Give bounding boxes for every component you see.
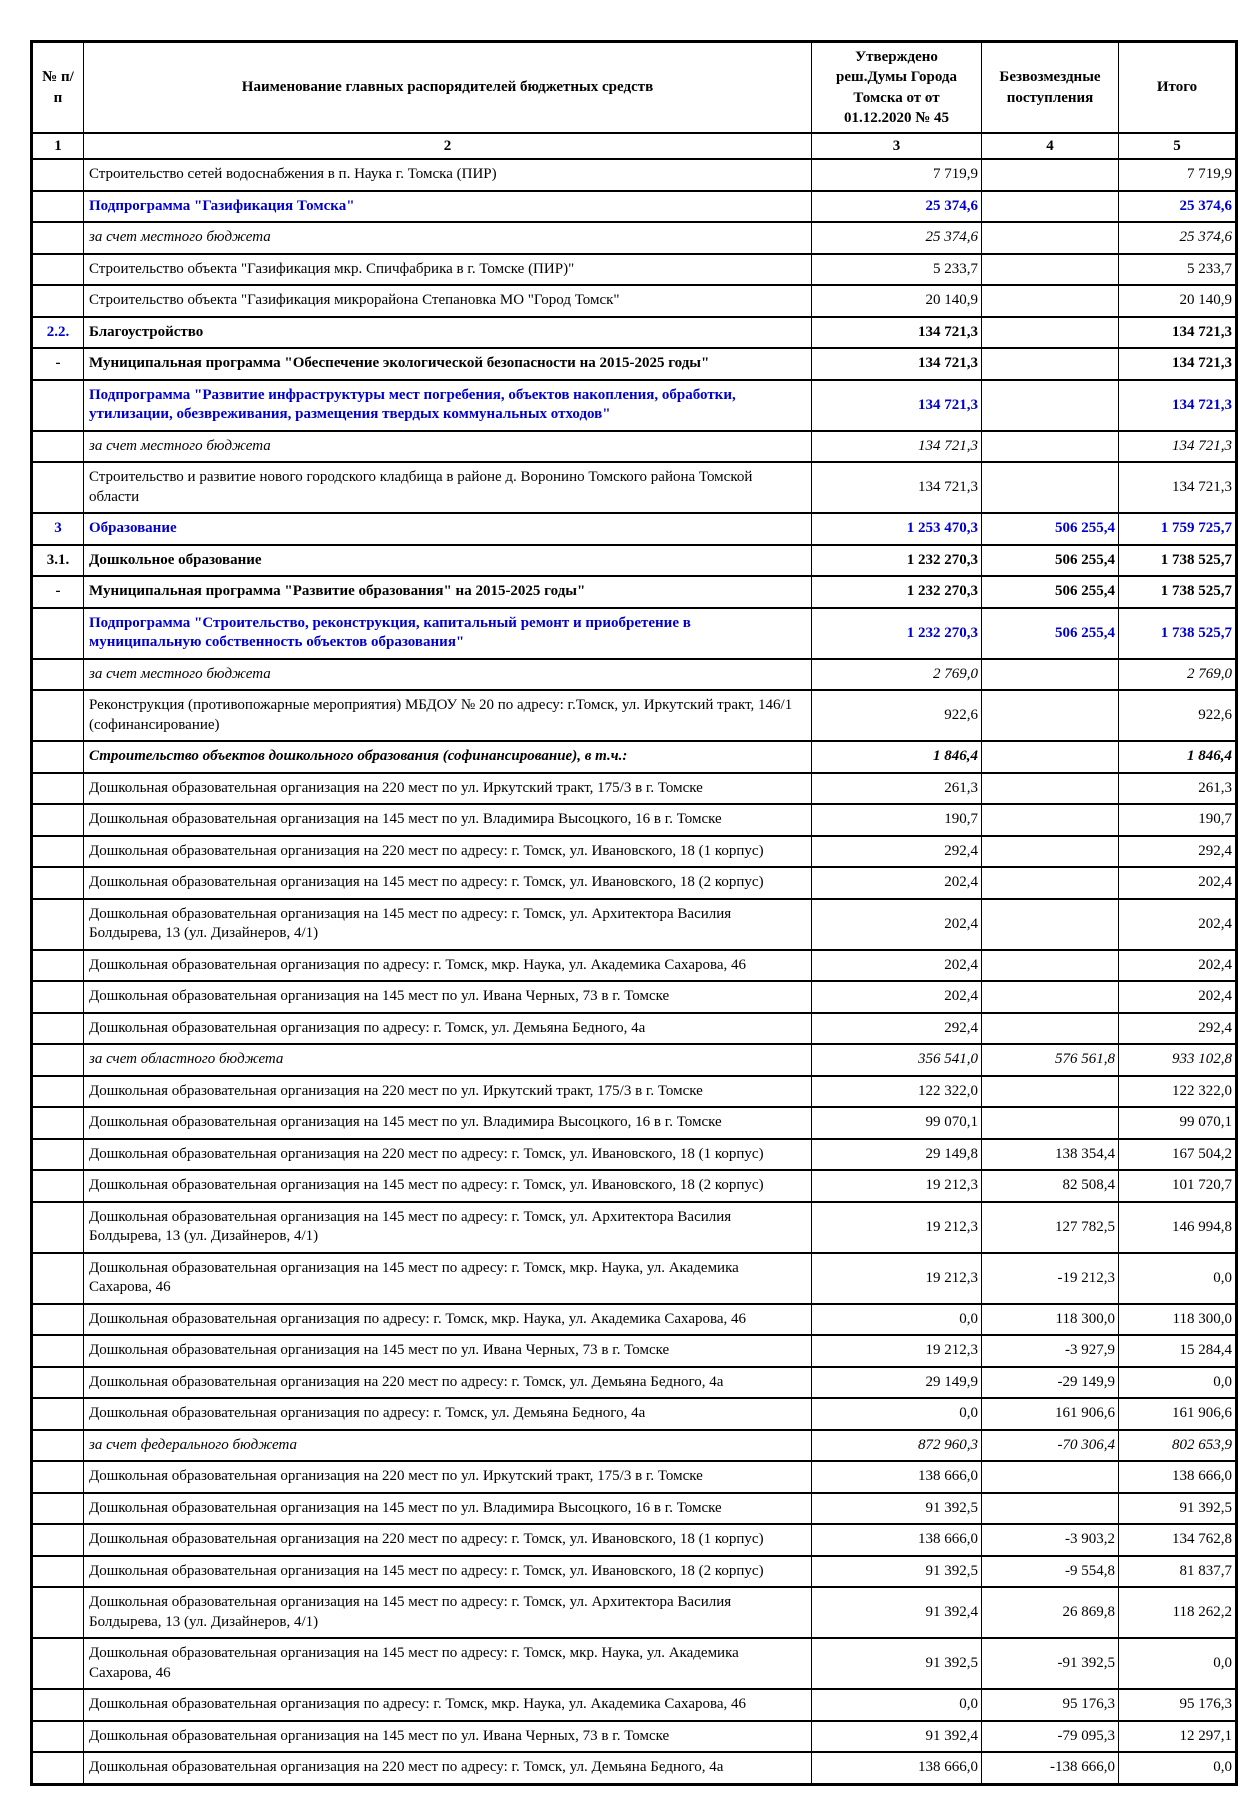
gratuitous-value-cell: 506 255,4 bbox=[982, 576, 1119, 608]
row-number-cell bbox=[32, 1202, 84, 1253]
approved-value-cell: 202,4 bbox=[812, 899, 982, 950]
row-name-cell: Дошкольная образовательная организация на 145 мест по ул. Владимира Высоцкого, 16 в г. Томске bbox=[84, 804, 812, 836]
total-value-cell: 161 906,6 bbox=[1119, 1398, 1237, 1430]
header-gratuitous-receipts: Безвозмездные поступления bbox=[982, 42, 1119, 134]
row-name-cell: Дошкольная образовательная организация по адресу: г. Томск, мкр. Наука, ул. Академика Сахарова, 46 bbox=[84, 1689, 812, 1721]
table-header-row bbox=[32, 42, 1237, 134]
table-row bbox=[32, 1398, 1237, 1430]
row-number-cell bbox=[32, 191, 84, 223]
table-row bbox=[32, 981, 1237, 1013]
row-name-cell: Подпрограмма "Развитие инфраструктуры мест погребения, объектов накопления, обработки, утилизации, обезвреживания, размещения твердых коммунальных отходов" bbox=[84, 380, 812, 431]
total-value-cell: 20 140,9 bbox=[1119, 285, 1237, 317]
total-value-cell: 118 300,0 bbox=[1119, 1304, 1237, 1336]
gratuitous-value-cell bbox=[982, 159, 1119, 191]
total-value-cell: 134 762,8 bbox=[1119, 1524, 1237, 1556]
table-row bbox=[32, 1304, 1237, 1336]
row-number-cell bbox=[32, 1638, 84, 1689]
row-name-cell: Подпрограмма "Строительство, реконструкция, капитальный ремонт и приобретение в муниципальную собственность объектов образования" bbox=[84, 608, 812, 659]
row-number-cell bbox=[32, 285, 84, 317]
row-name-cell: Дошкольная образовательная организация на 220 мест по адресу: г. Томск, ул. Демьяна Бедного, 4а bbox=[84, 1367, 812, 1399]
approved-value-cell: 0,0 bbox=[812, 1689, 982, 1721]
approved-value-cell: 19 212,3 bbox=[812, 1335, 982, 1367]
total-value-cell: 134 721,3 bbox=[1119, 317, 1237, 349]
approved-value-cell: 292,4 bbox=[812, 836, 982, 868]
row-name-cell: Дошкольная образовательная организация на 220 мест по адресу: г. Томск, ул. Ивановского, 18 (1 корпус) bbox=[84, 836, 812, 868]
gratuitous-value-cell bbox=[982, 899, 1119, 950]
row-number-cell bbox=[32, 1304, 84, 1336]
gratuitous-value-cell bbox=[982, 191, 1119, 223]
column-number-5: 5 bbox=[1119, 133, 1237, 159]
table-row bbox=[32, 1367, 1237, 1399]
header-approved: Утверждено реш.Думы Города Томска от от 01.12.2020 № 45 bbox=[812, 42, 982, 134]
row-name-cell: Дошкольная образовательная организация на 145 мест по адресу: г. Томск, ул. Архитектора Василия Болдырева, 13 (ул. Дизайнеров, 4/1) bbox=[84, 1587, 812, 1638]
approved-value-cell: 91 392,4 bbox=[812, 1587, 982, 1638]
gratuitous-value-cell bbox=[982, 1461, 1119, 1493]
gratuitous-value-cell: 576 561,8 bbox=[982, 1044, 1119, 1076]
row-number-cell bbox=[32, 159, 84, 191]
row-name-cell: Дошкольная образовательная организация на 145 мест по адресу: г. Томск, ул. Ивановского, 18 (2 корпус) bbox=[84, 867, 812, 899]
gratuitous-value-cell: 138 354,4 bbox=[982, 1139, 1119, 1171]
total-value-cell: 15 284,4 bbox=[1119, 1335, 1237, 1367]
row-name-cell: Подпрограмма "Газификация Томска" bbox=[84, 191, 812, 223]
row-name-cell: Дошкольная образовательная организация на 145 мест по ул. Ивана Черных, 73 в г. Томске bbox=[84, 1721, 812, 1753]
gratuitous-value-cell bbox=[982, 380, 1119, 431]
table-row bbox=[32, 1587, 1237, 1638]
row-name-cell: Строительство объектов дошкольного образования (софинансирование), в т.ч.: bbox=[84, 741, 812, 773]
total-value-cell: 0,0 bbox=[1119, 1638, 1237, 1689]
gratuitous-value-cell: 118 300,0 bbox=[982, 1304, 1119, 1336]
header-name: Наименование главных распорядителей бюджетных средств bbox=[84, 42, 812, 134]
row-number-cell bbox=[32, 741, 84, 773]
row-number-cell bbox=[32, 1752, 84, 1784]
gratuitous-value-cell: -138 666,0 bbox=[982, 1752, 1119, 1784]
total-value-cell: 0,0 bbox=[1119, 1367, 1237, 1399]
gratuitous-value-cell: 161 906,6 bbox=[982, 1398, 1119, 1430]
gratuitous-value-cell bbox=[982, 836, 1119, 868]
row-number-cell bbox=[32, 222, 84, 254]
total-value-cell: 99 070,1 bbox=[1119, 1107, 1237, 1139]
table-row bbox=[32, 836, 1237, 868]
approved-value-cell: 138 666,0 bbox=[812, 1461, 982, 1493]
total-value-cell: 91 392,5 bbox=[1119, 1493, 1237, 1525]
table-row bbox=[32, 513, 1237, 545]
total-value-cell: 1 846,4 bbox=[1119, 741, 1237, 773]
gratuitous-value-cell: -91 392,5 bbox=[982, 1638, 1119, 1689]
row-name-cell: Дошкольная образовательная организация по адресу: г. Томск, ул. Демьяна Бедного, 4а bbox=[84, 1398, 812, 1430]
column-number-1: 1 bbox=[32, 133, 84, 159]
table-row bbox=[32, 317, 1237, 349]
table-row bbox=[32, 222, 1237, 254]
gratuitous-value-cell: 127 782,5 bbox=[982, 1202, 1119, 1253]
gratuitous-value-cell: -9 554,8 bbox=[982, 1556, 1119, 1588]
gratuitous-value-cell bbox=[982, 222, 1119, 254]
row-name-cell: Дошкольная образовательная организация по адресу: г. Томск, мкр. Наука, ул. Академика Сахарова, 46 bbox=[84, 1304, 812, 1336]
approved-value-cell: 91 392,5 bbox=[812, 1638, 982, 1689]
total-value-cell: 1 738 525,7 bbox=[1119, 576, 1237, 608]
table-row bbox=[32, 1253, 1237, 1304]
table-row bbox=[32, 1170, 1237, 1202]
row-number-cell bbox=[32, 380, 84, 431]
total-value-cell: 2 769,0 bbox=[1119, 659, 1237, 691]
row-number-cell bbox=[32, 1335, 84, 1367]
table-row bbox=[32, 867, 1237, 899]
total-value-cell: 134 721,3 bbox=[1119, 348, 1237, 380]
gratuitous-value-cell bbox=[982, 431, 1119, 463]
gratuitous-value-cell: 26 869,8 bbox=[982, 1587, 1119, 1638]
approved-value-cell: 202,4 bbox=[812, 867, 982, 899]
table-row bbox=[32, 159, 1237, 191]
row-number-cell bbox=[32, 1461, 84, 1493]
budget-table-body bbox=[32, 159, 1237, 1784]
total-value-cell: 0,0 bbox=[1119, 1253, 1237, 1304]
approved-value-cell: 19 212,3 bbox=[812, 1170, 982, 1202]
approved-value-cell: 1 253 470,3 bbox=[812, 513, 982, 545]
table-row bbox=[32, 191, 1237, 223]
approved-value-cell: 138 666,0 bbox=[812, 1752, 982, 1784]
total-value-cell: 81 837,7 bbox=[1119, 1556, 1237, 1588]
row-number-cell bbox=[32, 690, 84, 741]
total-value-cell: 292,4 bbox=[1119, 1013, 1237, 1045]
gratuitous-value-cell: -19 212,3 bbox=[982, 1253, 1119, 1304]
row-name-cell: Муниципальная программа "Развитие образования" на 2015-2025 годы" bbox=[84, 576, 812, 608]
approved-value-cell: 122 322,0 bbox=[812, 1076, 982, 1108]
row-number-cell bbox=[32, 1689, 84, 1721]
approved-value-cell: 91 392,5 bbox=[812, 1556, 982, 1588]
total-value-cell: 1 738 525,7 bbox=[1119, 608, 1237, 659]
total-value-cell: 101 720,7 bbox=[1119, 1170, 1237, 1202]
row-number-cell bbox=[32, 1430, 84, 1462]
approved-value-cell: 0,0 bbox=[812, 1398, 982, 1430]
row-number-cell bbox=[32, 1107, 84, 1139]
approved-value-cell: 19 212,3 bbox=[812, 1253, 982, 1304]
row-number-cell bbox=[32, 1013, 84, 1045]
budget-table-head bbox=[32, 42, 1237, 160]
approved-value-cell: 25 374,6 bbox=[812, 191, 982, 223]
row-number-cell bbox=[32, 1253, 84, 1304]
approved-value-cell: 91 392,5 bbox=[812, 1493, 982, 1525]
gratuitous-value-cell bbox=[982, 254, 1119, 286]
total-value-cell: 95 176,3 bbox=[1119, 1689, 1237, 1721]
row-name-cell: Дошкольная образовательная организация на 220 мест по адресу: г. Томск, ул. Ивановского, 18 (1 корпус) bbox=[84, 1139, 812, 1171]
row-name-cell: Дошкольная образовательная организация на 145 мест по адресу: г. Томск, ул. Ивановского, 18 (2 корпус) bbox=[84, 1170, 812, 1202]
gratuitous-value-cell bbox=[982, 690, 1119, 741]
approved-value-cell: 261,3 bbox=[812, 773, 982, 805]
table-row bbox=[32, 1638, 1237, 1689]
row-name-cell: за счет местного бюджета bbox=[84, 659, 812, 691]
total-value-cell: 202,4 bbox=[1119, 981, 1237, 1013]
row-name-cell: Дошкольная образовательная организация на 145 мест по адресу: г. Томск, ул. Архитектора Василия Болдырева, 13 (ул. Дизайнеров, 4/1) bbox=[84, 1202, 812, 1253]
row-number-cell: 3.1. bbox=[32, 545, 84, 577]
row-name-cell: Строительство объекта "Газификация микрорайона Степановка МО "Город Томск" bbox=[84, 285, 812, 317]
approved-value-cell: 872 960,3 bbox=[812, 1430, 982, 1462]
row-number-cell: - bbox=[32, 576, 84, 608]
gratuitous-value-cell: 95 176,3 bbox=[982, 1689, 1119, 1721]
row-name-cell: Реконструкция (противопожарные мероприятия) МБДОУ № 20 по адресу: г.Томск, ул. Иркутский тракт, 146/1 (софинансирование) bbox=[84, 690, 812, 741]
approved-value-cell: 25 374,6 bbox=[812, 222, 982, 254]
gratuitous-value-cell: 82 508,4 bbox=[982, 1170, 1119, 1202]
gratuitous-value-cell: -70 306,4 bbox=[982, 1430, 1119, 1462]
gratuitous-value-cell bbox=[982, 741, 1119, 773]
total-value-cell: 25 374,6 bbox=[1119, 222, 1237, 254]
row-name-cell: за счет областного бюджета bbox=[84, 1044, 812, 1076]
row-name-cell: Дошкольная образовательная организация на 145 мест по ул. Владимира Высоцкого, 16 в г. Томске bbox=[84, 1107, 812, 1139]
approved-value-cell: 1 846,4 bbox=[812, 741, 982, 773]
row-number-cell bbox=[32, 1587, 84, 1638]
table-row bbox=[32, 950, 1237, 982]
gratuitous-value-cell bbox=[982, 1013, 1119, 1045]
approved-value-cell: 20 140,9 bbox=[812, 285, 982, 317]
gratuitous-value-cell: 506 255,4 bbox=[982, 513, 1119, 545]
row-name-cell: Дошкольная образовательная организация на 145 мест по ул. Ивана Черных, 73 в г. Томске bbox=[84, 981, 812, 1013]
table-row bbox=[32, 1076, 1237, 1108]
row-number-cell bbox=[32, 462, 84, 513]
gratuitous-value-cell bbox=[982, 950, 1119, 982]
table-row bbox=[32, 254, 1237, 286]
row-number-cell bbox=[32, 981, 84, 1013]
total-value-cell: 167 504,2 bbox=[1119, 1139, 1237, 1171]
gratuitous-value-cell bbox=[982, 462, 1119, 513]
approved-value-cell: 0,0 bbox=[812, 1304, 982, 1336]
table-row bbox=[32, 1689, 1237, 1721]
approved-value-cell: 2 769,0 bbox=[812, 659, 982, 691]
gratuitous-value-cell: -29 149,9 bbox=[982, 1367, 1119, 1399]
table-row bbox=[32, 545, 1237, 577]
header-total: Итого bbox=[1119, 42, 1237, 134]
row-name-cell: Дошкольная образовательная организация на 145 мест по ул. Ивана Черных, 73 в г. Томске bbox=[84, 1335, 812, 1367]
column-number-3: 3 bbox=[812, 133, 982, 159]
total-value-cell: 922,6 bbox=[1119, 690, 1237, 741]
total-value-cell: 134 721,3 bbox=[1119, 431, 1237, 463]
gratuitous-value-cell bbox=[982, 348, 1119, 380]
row-number-cell bbox=[32, 659, 84, 691]
gratuitous-value-cell bbox=[982, 317, 1119, 349]
row-number-cell bbox=[32, 254, 84, 286]
row-name-cell: Благоустройство bbox=[84, 317, 812, 349]
total-value-cell: 202,4 bbox=[1119, 899, 1237, 950]
row-name-cell: Дошкольная образовательная организация по адресу: г. Томск, ул. Демьяна Бедного, 4а bbox=[84, 1013, 812, 1045]
gratuitous-value-cell: -3 903,2 bbox=[982, 1524, 1119, 1556]
table-row bbox=[32, 773, 1237, 805]
total-value-cell: 5 233,7 bbox=[1119, 254, 1237, 286]
column-number-2: 2 bbox=[84, 133, 812, 159]
table-row bbox=[32, 1139, 1237, 1171]
table-row bbox=[32, 1335, 1237, 1367]
approved-value-cell: 29 149,8 bbox=[812, 1139, 982, 1171]
table-row bbox=[32, 741, 1237, 773]
row-number-cell bbox=[32, 1367, 84, 1399]
row-number-cell bbox=[32, 899, 84, 950]
approved-value-cell: 29 149,9 bbox=[812, 1367, 982, 1399]
table-row bbox=[32, 1493, 1237, 1525]
row-name-cell: Дошкольная образовательная организация по адресу: г. Томск, мкр. Наука, ул. Академика Сахарова, 46 bbox=[84, 950, 812, 982]
table-row bbox=[32, 1461, 1237, 1493]
total-value-cell: 0,0 bbox=[1119, 1752, 1237, 1784]
total-value-cell: 802 653,9 bbox=[1119, 1430, 1237, 1462]
row-name-cell: за счет федерального бюджета bbox=[84, 1430, 812, 1462]
approved-value-cell: 134 721,3 bbox=[812, 317, 982, 349]
table-row bbox=[32, 1202, 1237, 1253]
row-number-cell bbox=[32, 608, 84, 659]
row-number-cell bbox=[32, 867, 84, 899]
row-number-cell bbox=[32, 1044, 84, 1076]
table-row bbox=[32, 1044, 1237, 1076]
approved-value-cell: 134 721,3 bbox=[812, 380, 982, 431]
table-row bbox=[32, 1430, 1237, 1462]
row-number-cell bbox=[32, 1398, 84, 1430]
total-value-cell: 118 262,2 bbox=[1119, 1587, 1237, 1638]
row-name-cell: Образование bbox=[84, 513, 812, 545]
row-number-cell bbox=[32, 804, 84, 836]
approved-value-cell: 7 719,9 bbox=[812, 159, 982, 191]
gratuitous-value-cell bbox=[982, 867, 1119, 899]
table-row bbox=[32, 1107, 1237, 1139]
row-number-cell: - bbox=[32, 348, 84, 380]
column-number-row bbox=[32, 133, 1237, 159]
total-value-cell: 146 994,8 bbox=[1119, 1202, 1237, 1253]
approved-value-cell: 138 666,0 bbox=[812, 1524, 982, 1556]
total-value-cell: 134 721,3 bbox=[1119, 380, 1237, 431]
table-row bbox=[32, 1556, 1237, 1588]
total-value-cell: 292,4 bbox=[1119, 836, 1237, 868]
table-row bbox=[32, 690, 1237, 741]
gratuitous-value-cell bbox=[982, 285, 1119, 317]
approved-value-cell: 134 721,3 bbox=[812, 348, 982, 380]
approved-value-cell: 19 212,3 bbox=[812, 1202, 982, 1253]
approved-value-cell: 1 232 270,3 bbox=[812, 608, 982, 659]
table-row bbox=[32, 804, 1237, 836]
row-number-cell bbox=[32, 431, 84, 463]
row-number-cell bbox=[32, 1493, 84, 1525]
total-value-cell: 12 297,1 bbox=[1119, 1721, 1237, 1753]
gratuitous-value-cell bbox=[982, 1076, 1119, 1108]
table-row bbox=[32, 1721, 1237, 1753]
gratuitous-value-cell bbox=[982, 981, 1119, 1013]
gratuitous-value-cell: 506 255,4 bbox=[982, 608, 1119, 659]
total-value-cell: 933 102,8 bbox=[1119, 1044, 1237, 1076]
approved-value-cell: 134 721,3 bbox=[812, 431, 982, 463]
total-value-cell: 25 374,6 bbox=[1119, 191, 1237, 223]
row-name-cell: Строительство и развитие нового городского кладбища в районе д. Воронино Томского района Томской области bbox=[84, 462, 812, 513]
approved-value-cell: 1 232 270,3 bbox=[812, 576, 982, 608]
row-number-cell: 3 bbox=[32, 513, 84, 545]
row-name-cell: Строительство сетей водоснабжения в п. Наука г. Томска (ПИР) bbox=[84, 159, 812, 191]
total-value-cell: 1 738 525,7 bbox=[1119, 545, 1237, 577]
header-row-number: № п/п bbox=[32, 42, 84, 134]
row-name-cell: Дошкольная образовательная организация на 145 мест по адресу: г. Томск, ул. Ивановского, 18 (2 корпус) bbox=[84, 1556, 812, 1588]
total-value-cell: 190,7 bbox=[1119, 804, 1237, 836]
row-name-cell: Дошкольная образовательная организация на 145 мест по адресу: г. Томск, мкр. Наука, ул. Академика Сахарова, 46 bbox=[84, 1253, 812, 1304]
table-row bbox=[32, 899, 1237, 950]
row-name-cell: Дошкольная образовательная организация на 220 мест по ул. Иркутский тракт, 175/3 в г. Томске bbox=[84, 1461, 812, 1493]
row-name-cell: за счет местного бюджета bbox=[84, 431, 812, 463]
row-number-cell bbox=[32, 1721, 84, 1753]
row-name-cell: Дошкольная образовательная организация на 220 мест по ул. Иркутский тракт, 175/3 в г. Томске bbox=[84, 1076, 812, 1108]
row-name-cell: Дошкольная образовательная организация на 145 мест по ул. Владимира Высоцкого, 16 в г. Томске bbox=[84, 1493, 812, 1525]
row-name-cell: Дошкольная образовательная организация на 145 мест по адресу: г. Томск, ул. Архитектора Василия Болдырева, 13 (ул. Дизайнеров, 4/1) bbox=[84, 899, 812, 950]
gratuitous-value-cell bbox=[982, 804, 1119, 836]
row-name-cell: Дошкольная образовательная организация на 220 мест по адресу: г. Томск, ул. Демьяна Бедного, 4а bbox=[84, 1752, 812, 1784]
approved-value-cell: 134 721,3 bbox=[812, 462, 982, 513]
gratuitous-value-cell bbox=[982, 773, 1119, 805]
total-value-cell: 1 759 725,7 bbox=[1119, 513, 1237, 545]
approved-value-cell: 5 233,7 bbox=[812, 254, 982, 286]
approved-value-cell: 91 392,4 bbox=[812, 1721, 982, 1753]
total-value-cell: 7 719,9 bbox=[1119, 159, 1237, 191]
approved-value-cell: 99 070,1 bbox=[812, 1107, 982, 1139]
table-row bbox=[32, 462, 1237, 513]
row-name-cell: за счет местного бюджета bbox=[84, 222, 812, 254]
table-row bbox=[32, 1752, 1237, 1784]
gratuitous-value-cell: -79 095,3 bbox=[982, 1721, 1119, 1753]
row-name-cell: Дошкольное образование bbox=[84, 545, 812, 577]
budget-table bbox=[30, 40, 1238, 1786]
table-row bbox=[32, 1013, 1237, 1045]
approved-value-cell: 202,4 bbox=[812, 950, 982, 982]
row-number-cell: 2.2. bbox=[32, 317, 84, 349]
table-row bbox=[32, 431, 1237, 463]
gratuitous-value-cell bbox=[982, 659, 1119, 691]
table-row bbox=[32, 608, 1237, 659]
approved-value-cell: 1 232 270,3 bbox=[812, 545, 982, 577]
row-number-cell bbox=[32, 836, 84, 868]
table-row bbox=[32, 1524, 1237, 1556]
gratuitous-value-cell bbox=[982, 1107, 1119, 1139]
table-row bbox=[32, 659, 1237, 691]
row-number-cell bbox=[32, 1170, 84, 1202]
row-number-cell bbox=[32, 950, 84, 982]
approved-value-cell: 356 541,0 bbox=[812, 1044, 982, 1076]
approved-value-cell: 292,4 bbox=[812, 1013, 982, 1045]
table-row bbox=[32, 348, 1237, 380]
row-name-cell: Дошкольная образовательная организация на 220 мест по ул. Иркутский тракт, 175/3 в г. Томске bbox=[84, 773, 812, 805]
row-name-cell: Дошкольная образовательная организация на 145 мест по адресу: г. Томск, мкр. Наука, ул. Академика Сахарова, 46 bbox=[84, 1638, 812, 1689]
row-name-cell: Дошкольная образовательная организация на 220 мест по адресу: г. Томск, ул. Ивановского, 18 (1 корпус) bbox=[84, 1524, 812, 1556]
row-number-cell bbox=[32, 1139, 84, 1171]
total-value-cell: 202,4 bbox=[1119, 950, 1237, 982]
total-value-cell: 202,4 bbox=[1119, 867, 1237, 899]
gratuitous-value-cell: -3 927,9 bbox=[982, 1335, 1119, 1367]
approved-value-cell: 202,4 bbox=[812, 981, 982, 1013]
row-name-cell: Муниципальная программа "Обеспечение экологической безопасности на 2015-2025 годы" bbox=[84, 348, 812, 380]
gratuitous-value-cell bbox=[982, 1493, 1119, 1525]
row-number-cell bbox=[32, 1556, 84, 1588]
table-row bbox=[32, 285, 1237, 317]
approved-value-cell: 922,6 bbox=[812, 690, 982, 741]
table-row bbox=[32, 576, 1237, 608]
row-name-cell: Строительство объекта "Газификация мкр. Спичфабрика в г. Томске (ПИР)" bbox=[84, 254, 812, 286]
gratuitous-value-cell: 506 255,4 bbox=[982, 545, 1119, 577]
row-number-cell bbox=[32, 773, 84, 805]
approved-value-cell: 190,7 bbox=[812, 804, 982, 836]
total-value-cell: 261,3 bbox=[1119, 773, 1237, 805]
column-number-4: 4 bbox=[982, 133, 1119, 159]
total-value-cell: 134 721,3 bbox=[1119, 462, 1237, 513]
total-value-cell: 138 666,0 bbox=[1119, 1461, 1237, 1493]
table-row bbox=[32, 380, 1237, 431]
row-number-cell bbox=[32, 1076, 84, 1108]
total-value-cell: 122 322,0 bbox=[1119, 1076, 1237, 1108]
row-number-cell bbox=[32, 1524, 84, 1556]
